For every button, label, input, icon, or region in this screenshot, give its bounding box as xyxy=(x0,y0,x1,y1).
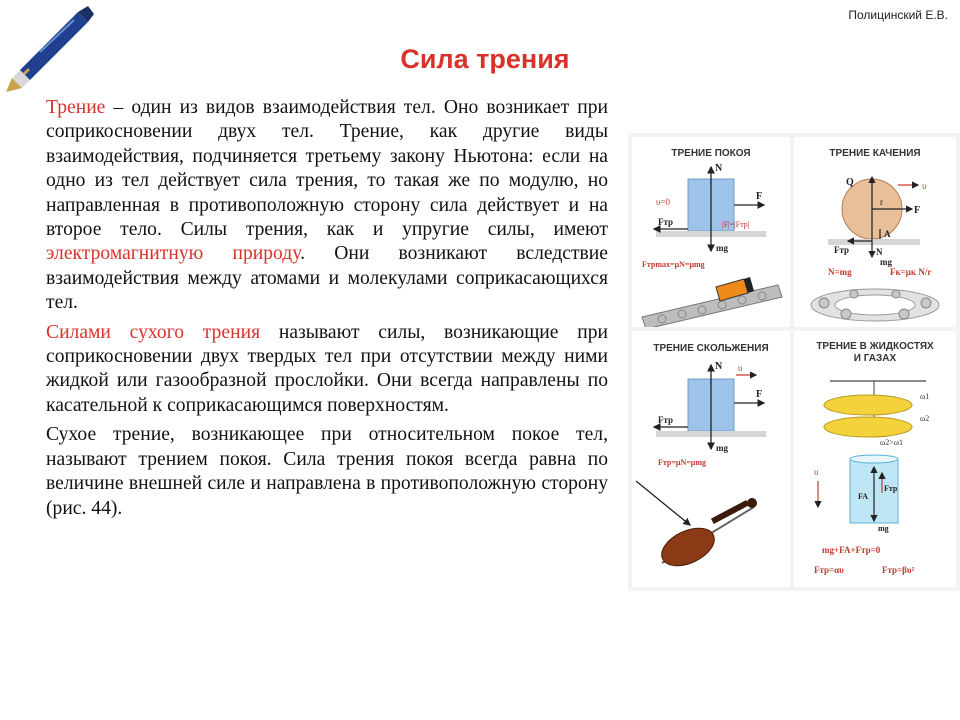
label-n: N xyxy=(715,361,723,372)
static-friction-diagram xyxy=(632,137,790,327)
label-equality: |F|=|Fтр| xyxy=(722,220,750,229)
label-ftr: Fтр xyxy=(658,415,674,425)
panel-title-rolling: ТРЕНИЕ КАЧЕНИЯ xyxy=(829,148,921,159)
panel-title-fluid-2: И ГАЗАХ xyxy=(853,353,897,364)
panel-static-friction xyxy=(632,137,790,327)
label-omega-compare: ω2>ω1 xyxy=(880,438,904,447)
label-omega2: ω2 xyxy=(920,414,930,423)
label-f: F xyxy=(914,205,921,216)
label-q: Q xyxy=(846,177,854,188)
panel-rolling-friction xyxy=(794,137,956,327)
label-mg: mg xyxy=(878,524,889,533)
label-mg: mg xyxy=(880,257,892,267)
label-ftr: Fтр xyxy=(834,245,850,255)
label-f-quadratic: Fтр=βυ² xyxy=(882,565,915,575)
label-f-linear: Fтр=αυ xyxy=(814,565,844,575)
label-ftr: Fтр xyxy=(658,217,674,227)
sliding-friction-diagram xyxy=(632,331,790,587)
paragraph-2-text: называют силы, возникающие при соприкосновении двух твердых тел при отсутствии между ними жидкой или газообразной прослойки. Они всегда направлены по касательной к соприкасающимся поверхностям. xyxy=(46,321,608,416)
label-fa: FA xyxy=(858,492,869,501)
label-v0: υ=0 xyxy=(656,197,671,207)
body-text xyxy=(46,96,608,526)
label-mg: mg xyxy=(716,443,728,453)
paragraph-3: Сухое трение, возникающее при относительном покое тел, называют трением покоя. Сила трения покоя всегда равна по величине внешней силе и направлена в противоположную сторону (рис. 44). xyxy=(46,424,608,519)
label-eq1: N=mg xyxy=(828,267,852,277)
label-n: N xyxy=(715,163,723,174)
label-v: υ xyxy=(922,181,927,191)
term-dry-friction: Силами сухого трения xyxy=(46,321,261,343)
paragraph-1 xyxy=(46,96,608,316)
label-a: A xyxy=(884,229,891,239)
author-label: Полицинский Е.В. xyxy=(848,8,948,22)
label-ftr: Fтр xyxy=(884,484,898,493)
label-mg: mg xyxy=(716,243,728,253)
label-v: υ xyxy=(738,363,743,373)
panel-title-fluid-1: ТРЕНИЕ В ЖИДКОСТЯХ xyxy=(816,341,934,352)
fluid-friction-diagram xyxy=(794,331,956,587)
paragraph-2 xyxy=(46,321,608,419)
paragraph-1-text-a: – один из видов взаимодействия тел. Оно возникает при соприкосновении двух тел. Трение, как другие виды взаимодействия, подчиняется третьему закону Ньютона: если на одно из тел действует сила трения, то такая же по модулю, но направленная в противоположную сторону сила действует и на второе тело. Силы трения, как и упругие силы, имеют xyxy=(46,97,608,241)
label-f: F xyxy=(756,191,763,202)
label-balance: mg+FA+Fтр=0 xyxy=(822,545,881,555)
label-r: r xyxy=(880,197,883,207)
panel-title-static: ТРЕНИЕ ПОКОЯ xyxy=(671,148,751,159)
violin-icon xyxy=(636,481,757,573)
fountain-pen-icon xyxy=(0,0,100,100)
friction-types-figure xyxy=(628,133,960,591)
page-title: Сила трения xyxy=(400,44,570,74)
label-n: N xyxy=(876,247,883,257)
paragraph-1-text-b: . Они возникают вследствие взаимодействия между атомами и молекулами соприкасающихся тел. xyxy=(46,243,608,314)
label-omega1: ω1 xyxy=(920,392,930,401)
label-f: F xyxy=(756,389,763,400)
rolling-friction-diagram xyxy=(794,137,956,327)
panel-sliding-friction xyxy=(632,331,790,587)
term-electromagnetic-nature: электромагнитную природу xyxy=(46,243,301,265)
label-v: υ xyxy=(814,467,819,477)
panel-title-sliding: ТРЕНИЕ СКОЛЬЖЕНИЯ xyxy=(653,343,769,354)
label-formula: Fтрmax=μN=μmg xyxy=(642,260,705,269)
panel-fluid-friction xyxy=(794,331,956,587)
label-formula: Fтр=μN=μmg xyxy=(658,458,706,467)
term-friction: Трение xyxy=(46,97,106,118)
label-eq2: Fк=μк N/r xyxy=(890,267,932,277)
